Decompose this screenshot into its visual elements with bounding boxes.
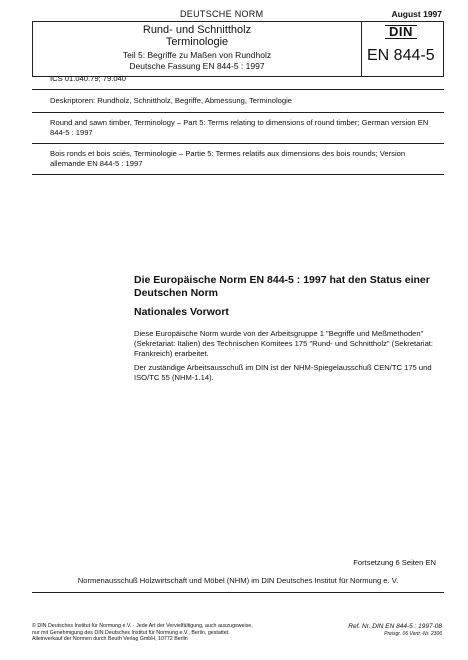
header-date: August 1997 <box>391 9 442 19</box>
status-statement: Die Europäische Norm EN 844-5 : 1997 hat den Status einer Deutschen Norm <box>134 274 430 299</box>
standard-number: EN 844-5 <box>367 47 435 64</box>
title-line-4: Deutsche Fassung EN 844-5 : 1997 <box>129 61 265 71</box>
vorwort-heading: Nationales Vorwort <box>134 306 229 318</box>
vorwort-paragraph-2: Der zuständige Arbeitsausschuß im DIN ist der NHM-Spiegelausschuß CEN/TC 175 und ISO/TC 55 (NHM-1.14). <box>134 363 432 382</box>
price-group: Preisgr. 06 Vertr.-Nr. 2306 <box>384 630 442 637</box>
divider-line <box>32 143 444 144</box>
divider-line <box>32 89 444 90</box>
copyright-notice <box>32 623 282 643</box>
descriptors: Deskriptoren: Rundholz, Schnittholz, Begriffe, Abmessung, Terminologie <box>50 96 293 105</box>
title-line-2: Terminologie <box>165 36 229 48</box>
ics-code: ICS 01.040.79; 79.040 <box>50 74 126 83</box>
copyright-line-2: nur mit Genehmigung des DIN Deutsches Institut für Normung e.V., Berlin, gestattet. <box>32 629 230 636</box>
header-title: DEUTSCHE NORM <box>180 9 264 19</box>
divider-line <box>32 592 444 593</box>
page-header <box>32 8 444 22</box>
reference-number: Ref. Nr. DIN EN 844-5 : 1997-08 <box>348 623 442 630</box>
french-title: Bois ronds et bois sciés, Terminologie – Partie 5: Termes relatifs aux dimensions des bois rounds; Version allemande EN 844-5 : 1997 <box>50 149 406 168</box>
title-divider <box>361 22 362 76</box>
title-line-1: Rund- und Schnittholz <box>142 24 252 36</box>
committee-line: Normenausschuß Holzwirtschaft und Möbel (NHM) im DIN Deutsches Institut für Normung e. V. <box>77 576 399 585</box>
divider-line <box>32 112 444 113</box>
reference-block <box>292 623 442 638</box>
title-text <box>33 24 361 71</box>
document-page <box>32 8 444 650</box>
title-block <box>32 21 444 77</box>
divider-line <box>32 174 444 175</box>
copyright-line-1: © DIN Deutsches Institut für Normung e.V. · Jede Art der Vervielfältigung, auch auszugsweise, <box>32 623 253 629</box>
title-line-3: Teil 5: Begriffe zu Maßen von Rundholz <box>122 50 272 60</box>
english-title: Round and sawn timber, Terminology – Part 5: Terms relating to dimensions of round timber; German version EN 844-5 : 1997 <box>50 118 429 137</box>
vorwort-paragraph-1: Diese Europäische Norm wurde von der Arbeitsgruppe 1 "Begriffe und Meßmethoden" (Sekretariat: Italien) des Technischen Komitees 175 "Rund- und Schnittholz" (Sekretariat: Frankreich) erarbeitet. <box>134 329 434 358</box>
din-logo: DIN <box>385 25 417 39</box>
copyright-line-3: Alleinverkauf der Normen durch Beuth Verlag GmbH, 10772 Berlin <box>32 636 188 642</box>
continuation-note: Fortsetzung 6 Seiten EN <box>353 558 436 567</box>
